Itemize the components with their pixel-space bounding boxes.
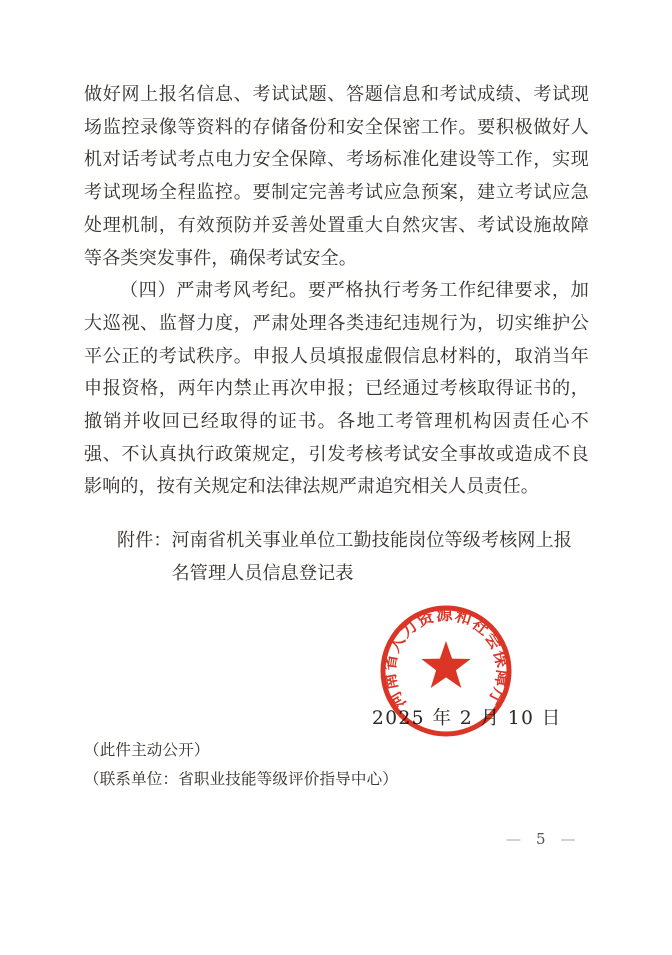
- page-number-value: 5: [536, 830, 546, 848]
- attachment-line: [117, 525, 589, 590]
- issue-date: 2025 年 2 月 10 日: [372, 708, 562, 729]
- footer-notes: [84, 736, 398, 793]
- official-seal: [376, 601, 516, 746]
- attachment-label: 附件：: [117, 530, 172, 552]
- note-contact-unit: （联系单位：省职业技能等级评价指导中心）: [84, 769, 399, 788]
- star-icon: [421, 641, 470, 688]
- paragraph-exam-discipline: （四）严肃考风考纪。要严格执行考务工作纪律要求，加大巡视、监督力度，严肃处理各类违纪违规行为，切实维护公平公正的考试秩序。申报人员填报虚假信息材料的，取消当年申报资格，两年内禁止再次申报；已经通过考核取得证书的，撤销并收回已经取得的证书。各地工考管理机构因责任心不强、不认真执行政策规定，引发考核考试安全事故或造成不良影响的，按有关规定和法律法规严肃追究相关人员责任。: [84, 280, 589, 498]
- attachment-title: 河南省机关事业单位工勤技能岗位等级考核网上报名管理人员信息登记表: [171, 530, 573, 584]
- page-number: [506, 830, 576, 848]
- page-number-dash-right: —: [560, 830, 576, 848]
- seal-org-arc-text: 河南省人力资源和社会保障厅: [379, 604, 513, 712]
- note-public-disclosure: （此件主动公开）: [84, 741, 210, 759]
- page-number-dash-left: —: [506, 830, 521, 848]
- paragraph-exam-security: 做好网上报名信息、考试试题、答题信息和考试成绩、考试现场监控录像等资料的存储备份和安全保密工作。要积极做好人机对话考试考点电力安全保障、考场标准化建设等工作，实现考试现场全程监控。要制定完善考试应急预案，建立考试应急处理机制，有效预防并妥善处置重大自然灾害、考试设施故障等各类突发事件，确保考试安全。: [84, 84, 589, 269]
- body-text: [84, 79, 589, 591]
